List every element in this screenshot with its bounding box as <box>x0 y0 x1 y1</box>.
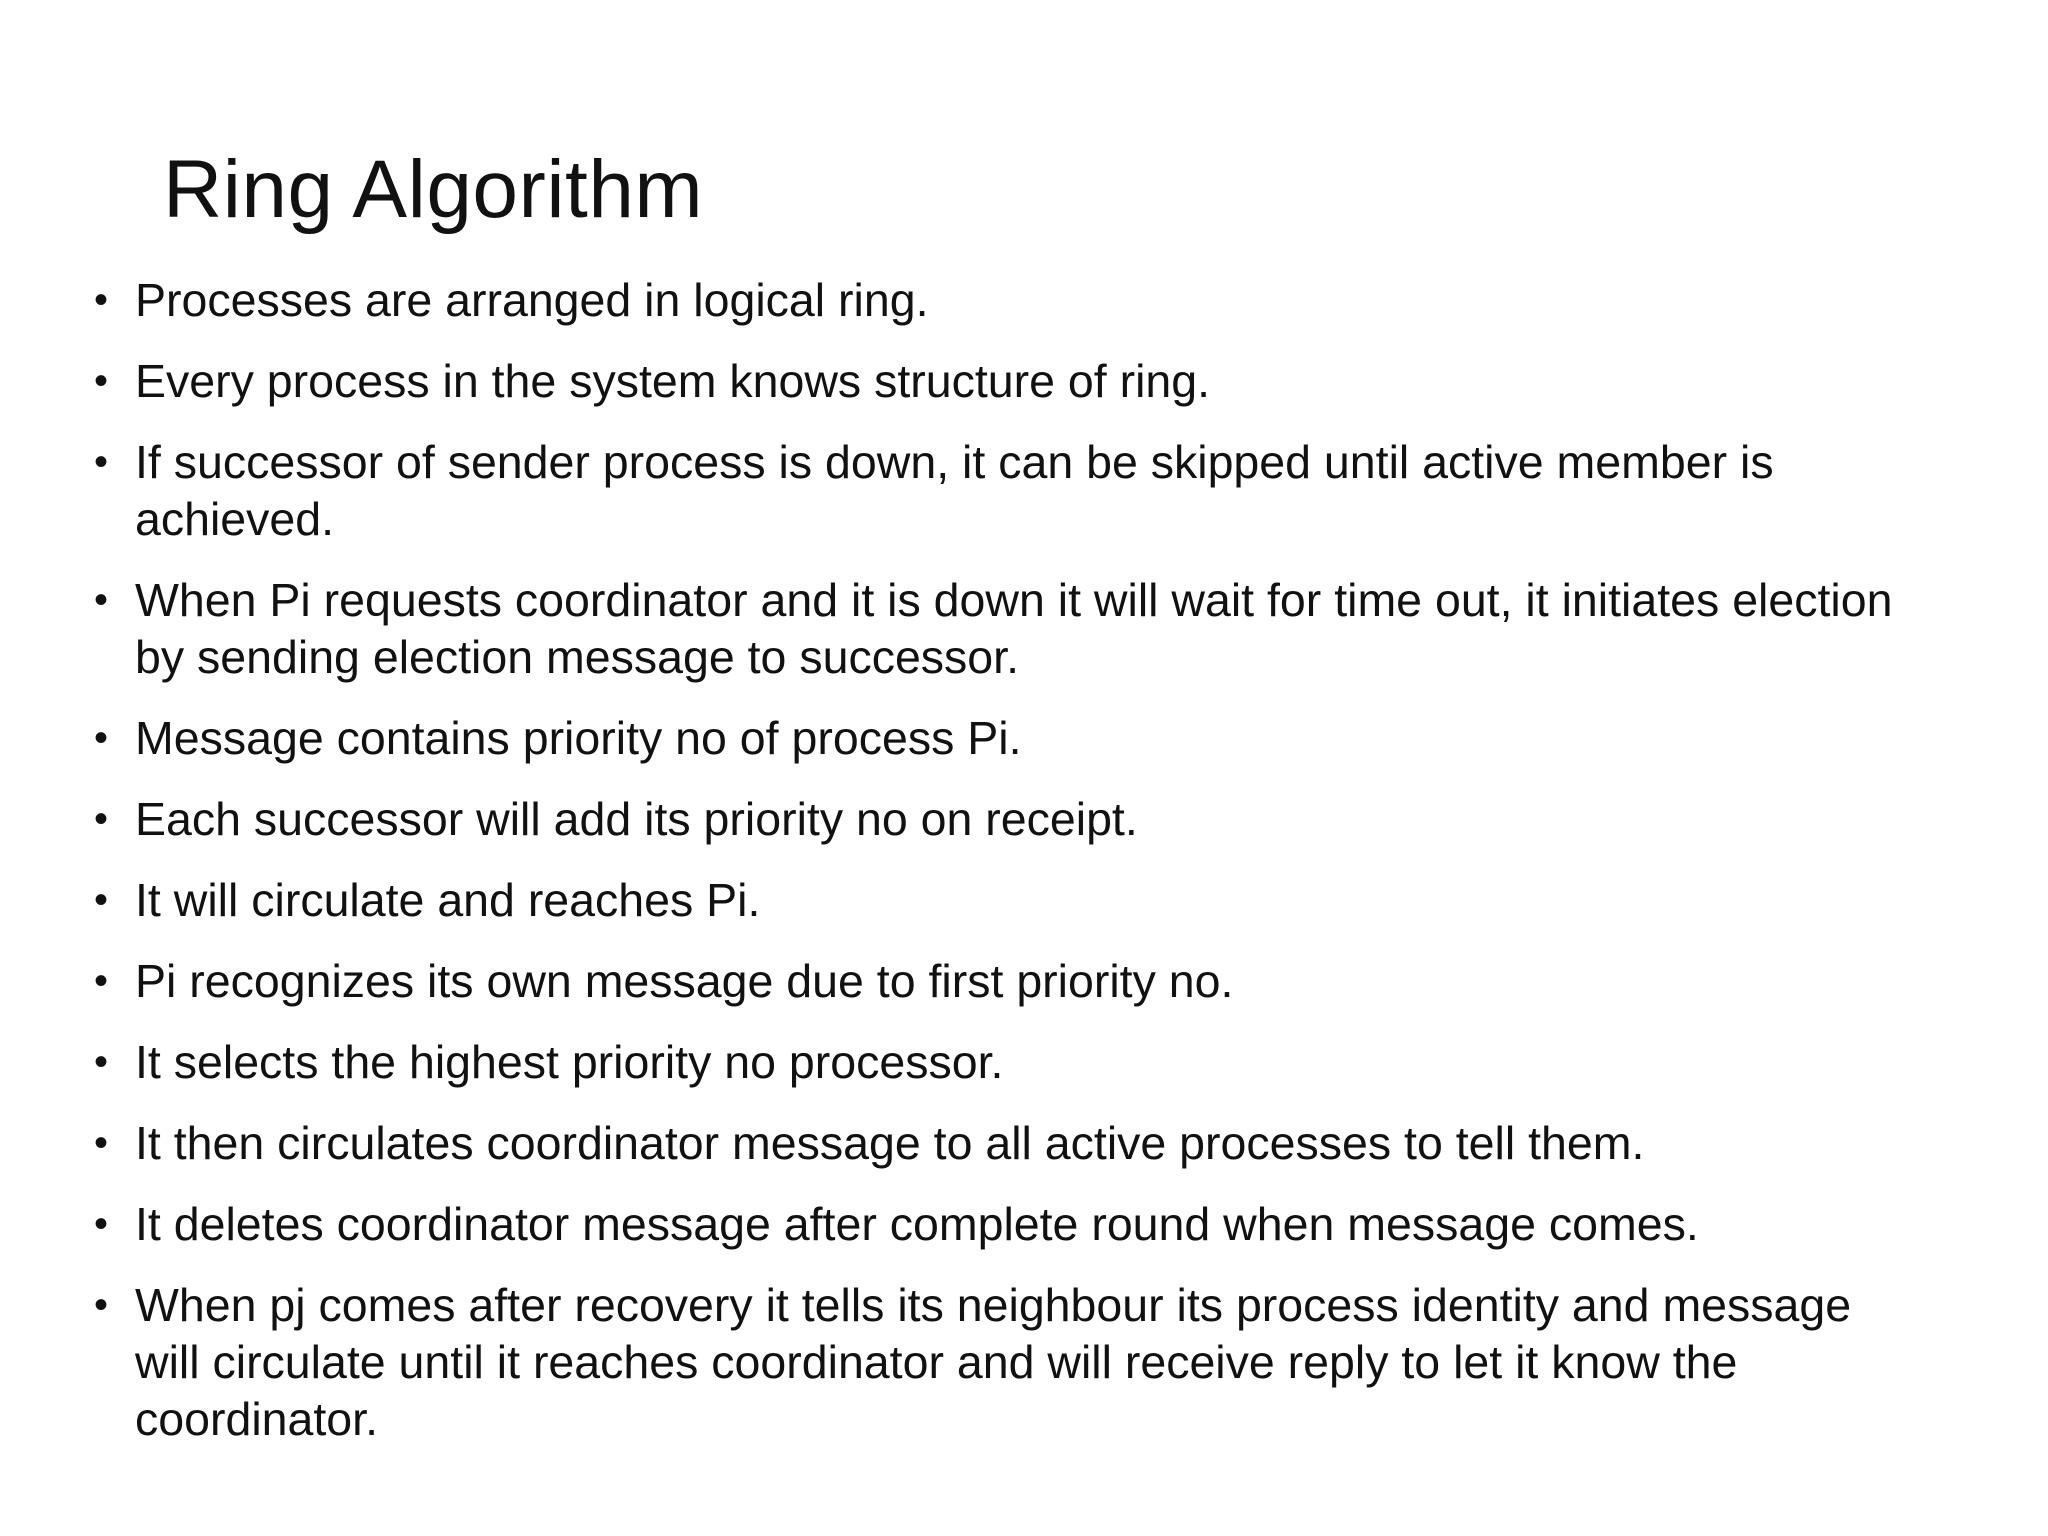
bullet-item <box>94 272 1924 329</box>
bullet-item <box>94 1196 1924 1253</box>
bullet-marker: • <box>94 1283 109 1327</box>
bullet-marker: • <box>94 1040 109 1084</box>
bullet-list <box>94 272 1924 1472</box>
bullet-item <box>94 1034 1924 1091</box>
bullet-item <box>94 353 1924 410</box>
bullet-item <box>94 953 1924 1010</box>
bullet-marker: • <box>94 440 109 484</box>
bullet-marker: • <box>94 1202 109 1246</box>
bullet-marker: • <box>94 1121 109 1165</box>
bullet-marker: • <box>94 716 109 760</box>
bullet-item <box>94 572 1924 686</box>
bullet-item <box>94 434 1924 548</box>
bullet-marker: • <box>94 578 109 622</box>
bullet-item <box>94 1277 1924 1448</box>
bullet-item <box>94 872 1924 929</box>
bullet-marker: • <box>94 959 109 1003</box>
bullet-marker: • <box>94 359 109 403</box>
bullet-marker: • <box>94 878 109 922</box>
bullet-text: When pj comes after recovery it tells its neighbour its process identity and message will circulate until it reaches coordinator and will receive reply to let it know the coordinator. <box>135 1279 1852 1445</box>
bullet-text: It deletes coordinator message after complete round when message comes. <box>135 1198 1699 1250</box>
bullet-item <box>94 791 1924 848</box>
bullet-marker: • <box>94 278 109 322</box>
bullet-item <box>94 710 1924 767</box>
bullet-text: It selects the highest priority no processor. <box>135 1036 1004 1088</box>
bullet-text: If successor of sender process is down, it can be skipped until active member is achieved. <box>135 436 1774 545</box>
bullet-text: Message contains priority no of process Pi. <box>135 712 1022 764</box>
bullet-text: Every process in the system knows structure of ring. <box>135 355 1211 407</box>
bullet-text: Each successor will add its priority no on receipt. <box>135 793 1138 845</box>
slide-title: Ring Algorithm <box>163 144 704 235</box>
bullet-text: Processes are arranged in logical ring. <box>135 274 929 326</box>
bullet-text: When Pi requests coordinator and it is down it will wait for time out, it initiates election by sending election message to successor. <box>135 574 1893 683</box>
bullet-text: Pi recognizes its own message due to first priority no. <box>135 955 1234 1007</box>
bullet-marker: • <box>94 797 109 841</box>
bullet-text: It then circulates coordinator message to all active processes to tell them. <box>135 1117 1645 1169</box>
bullet-text: It will circulate and reaches Pi. <box>135 874 761 926</box>
bullet-item <box>94 1115 1924 1172</box>
